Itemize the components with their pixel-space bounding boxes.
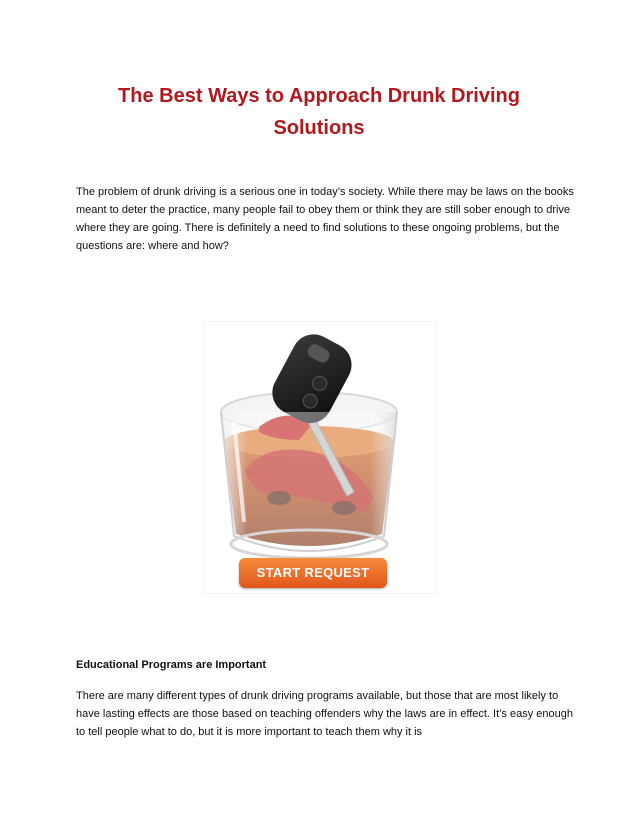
promo-image[interactable] (203, 321, 437, 594)
section-paragraph: There are many different types of drunk driving programs available, but those that are most likely to have lasting effects are those based on teaching offenders why the laws are in effect. It’s easy enough to tell people what to do, but it is more important to teach them why it is (76, 690, 573, 738)
car-keys-in-glass-icon (204, 322, 438, 595)
intro-paragraph: The problem of drunk driving is a serious one in today’s society. While there may be laws on the books meant to deter the practice, many people fail to obey them or think they are still sober enough to drive where they are going. There is definitely a need to find solutions to these ongoing problems, but the questions are: where and how? (76, 186, 574, 252)
start-request-button[interactable]: START REQUEST (239, 558, 387, 588)
page-title: The Best Ways to Approach Drunk Driving Solutions (118, 85, 520, 139)
section-heading: Educational Programs are Important (76, 659, 267, 671)
